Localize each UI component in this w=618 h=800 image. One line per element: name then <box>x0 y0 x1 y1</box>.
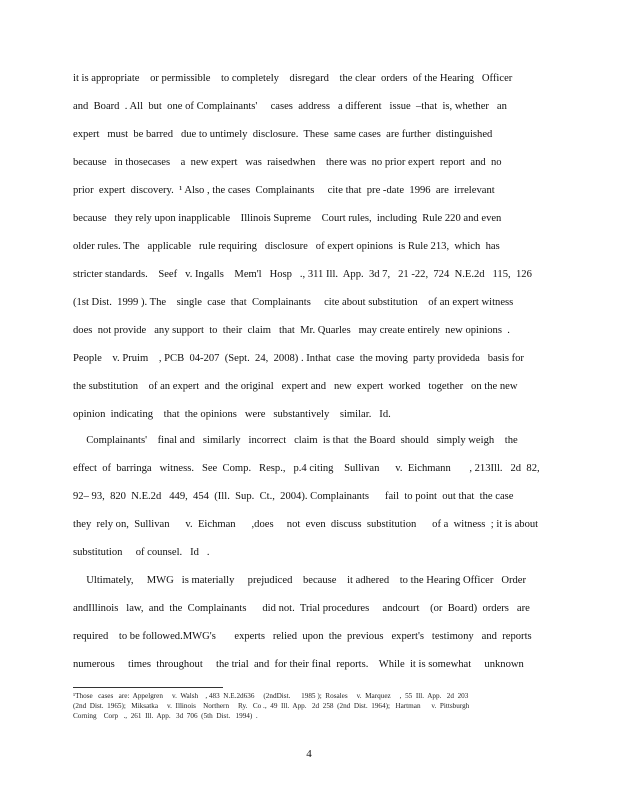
footnote-separator <box>73 687 223 688</box>
body-text-line: prior expert discovery. ¹ Also , the cases Complainants cite that pre -date 1996 are irrelevant <box>73 185 495 196</box>
body-text-line: 92– 93, 820 N.E.2d 449, 454 (Ill. Sup. Ct., 2004). Complainants fail to point out that the case <box>73 491 514 502</box>
body-text-line: expert must be barred due to untimely disclosure. These same cases are further distinguished <box>73 129 493 140</box>
body-text-line: stricter standards. Seef v. Ingalls Mem'l Hosp ., 311 Ill. App. 3d 7, 21 -22, 724 N.E.2d 115, 126 <box>73 269 532 280</box>
body-text-line: it is appropriate or permissible to completely disregard the clear orders of the Hearing Officer <box>73 73 513 84</box>
footnote-line: (2nd Dist. 1965); Miksatka v. Illinois Northern Ry. Co ., 49 Ill. App. 2d 258 (2nd Dist. 1964); Hartman v. Pittsburgh <box>73 702 470 710</box>
footnote-line: Corning Corp ., 261 Ill. App. 3d 706 (5th Dist. 1994) . <box>73 712 258 720</box>
body-text-line: because in thosecases a new expert was raisedwhen there was no prior expert report and no <box>73 157 502 168</box>
body-text-line: numerous times throughout the trial and for their final reports. While it is somewhat unknown <box>73 659 524 670</box>
body-text-line: older rules. The applicable rule requiring disclosure of expert opinions is Rule 213, which has <box>73 241 500 252</box>
body-text-line: substitution of counsel. Id . <box>73 547 210 558</box>
body-text-line: because they rely upon inapplicable Illinois Supreme Court rules, including Rule 220 and even <box>73 213 502 224</box>
body-text-line: (1st Dist. 1999 ). The single case that Complainants cite about substitution of an expert witness <box>73 297 514 308</box>
body-text-line: Complainants' final and similarly incorrect claim is that the Board should simply weigh the <box>73 435 518 446</box>
body-text-line: opinion indicating that the opinions were substantively similar. Id. <box>73 409 391 420</box>
page-number: 4 <box>306 748 312 760</box>
body-text-line: they rely on, Sullivan v. Eichman ,does not even discuss substitution of a witness ; it is about <box>73 519 539 530</box>
body-text-line: and Board . All but one of Complainants' cases address a different issue –that is, whether an <box>73 101 507 112</box>
footnote-line: ¹Those cases are: Appelgren v. Walsh , 483 N.E.2d636 (2ndDist. 1985 ); Rosales v. Marquez , 55 Ill. App. 2d 203 <box>73 692 469 700</box>
body-text-line: People v. Pruim , PCB 04-207 (Sept. 24, 2008) . Inthat case the moving party provideda basis for <box>73 353 524 364</box>
body-text-line: required to be followed.MWG's experts relied upon the previous expert's testimony and reports <box>73 631 532 642</box>
body-text-line: andIllinois law, and the Complainants did not. Trial procedures andcourt (or Board) orders are <box>73 603 530 614</box>
body-text-line: Ultimately, MWG is materially prejudiced because it adhered to the Hearing Officer Order <box>73 575 527 586</box>
body-text-line: the substitution of an expert and the original expert and new expert worked together on the new <box>73 381 518 392</box>
body-text-line: does not provide any support to their claim that Mr. Quarles may create entirely new opinions . <box>73 325 510 336</box>
body-text-line: effect of barringa witness. See Comp. Resp., p.4 citing Sullivan v. Eichmann , 213Ill. 2d 82, <box>73 463 540 474</box>
